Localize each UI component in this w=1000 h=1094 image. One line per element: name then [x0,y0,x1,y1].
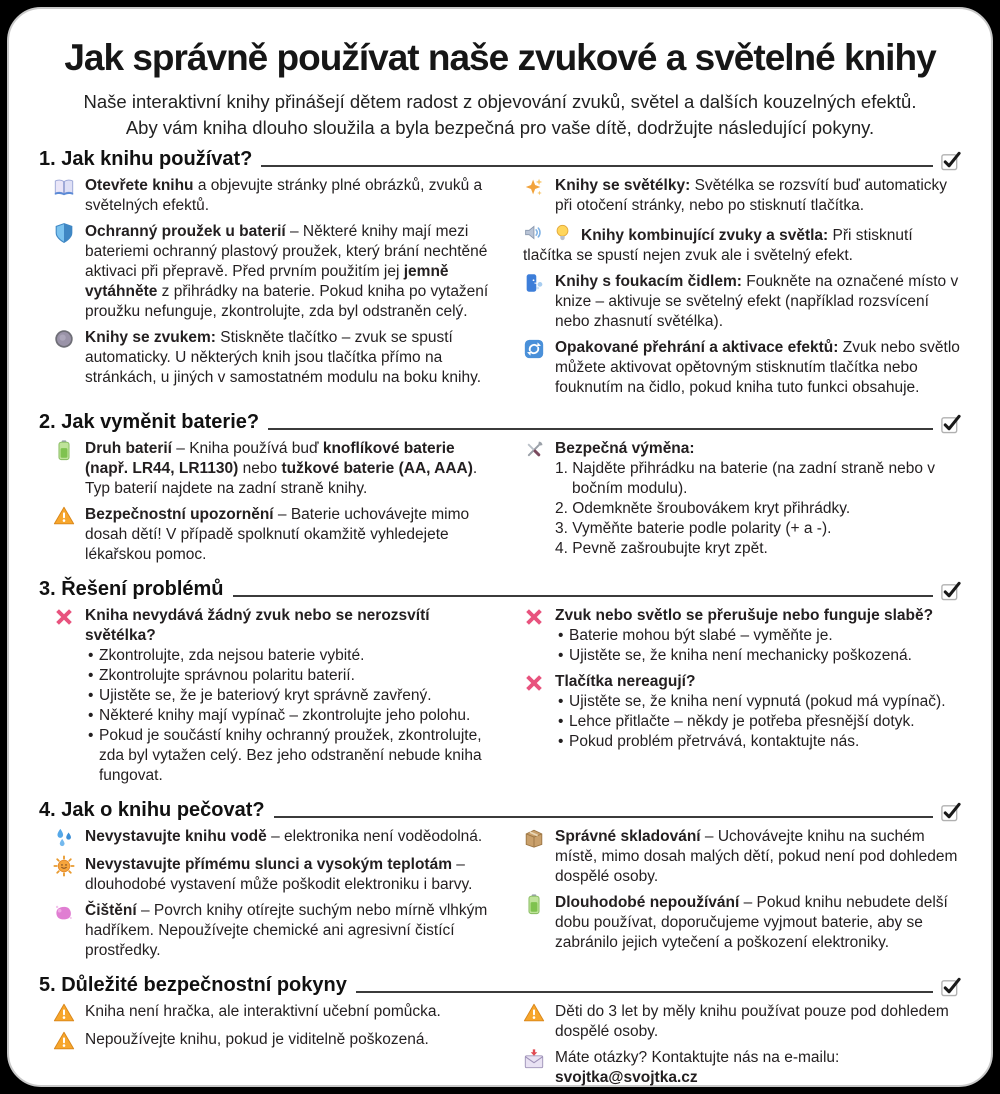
warning-icon [53,505,77,527]
sparkles-icon [523,176,547,198]
item-text [555,672,946,752]
item-text-part: – Kniha používá buď [171,439,323,457]
left-column [39,606,491,792]
numbered-step: 3. Vyměňte baterie podle polarity (+ a -). [555,519,832,537]
cross-icon [523,606,547,628]
list-item [523,1048,961,1088]
list-item [523,338,961,398]
checkbox-check-icon [940,976,961,997]
section-header [39,799,961,822]
repeat-icon [523,338,547,360]
water-drops-icon [53,827,77,849]
numbered-step: 4. Pevně zašroubujte kryt zpět. [555,539,768,557]
item-text [85,827,482,849]
item-text [85,1002,441,1024]
section-columns [39,1002,961,1094]
bullet-item: • Některé knihy mají vypínač – zkontrolujte jeho polohu. [85,706,491,726]
list-item [523,222,961,266]
bulb-icon [552,222,576,244]
box-icon [523,827,547,849]
item-text-part: a objevujte stránky plné obrázků, zvuků a světelných efektů. [85,177,483,215]
item-text-bold: Dlouhodobé nepoužívání [555,893,740,911]
bullet-item: • Lehce přitlačte – někdy je potřeba přesnější dotyk. [555,712,946,732]
item-text-bold: Nevystavujte knihu vodě [85,827,267,845]
item-text [85,505,491,565]
warning-icon [523,1002,547,1024]
section-columns [39,827,961,967]
item-text [85,328,491,388]
item-text-bold: Kniha nevydává žádný zvuk nebo se nerozsvítí světélka? [85,606,430,644]
bullet-item: • Zkontrolujte správnou polaritu baterií. [85,666,491,686]
item-text [555,176,961,216]
item-text-part: – Povrch knihy otírejte suchým nebo mírně vlhkým hadříkem. Nepoužívejte chemické ani agresivní čistící prostředky. [85,901,488,959]
item-text-bold: Knihy se zvukem: [85,328,216,346]
instruction-card [7,7,993,1087]
item-text [85,606,491,786]
item-text [555,1048,961,1088]
section-rule [261,165,933,167]
checkbox-check-icon [940,150,961,171]
item-text [85,901,491,961]
sections-container [39,148,961,1093]
section-rule [356,991,933,993]
sun-icon [53,855,77,877]
warning-icon [53,1002,77,1024]
section-columns [39,606,961,792]
list-item [523,1002,961,1042]
section-header [39,974,961,997]
checkbox-check-icon [940,580,961,601]
blow-sensor-icon [523,272,547,294]
item-text [85,855,491,895]
bullet-item: • Pokud je součástí knihy ochranný proužek, zkontrolujte, zda byl vytažen celý. Bez jeho odstranění nebude kniha fungovat. [85,726,491,786]
list-item [53,901,491,961]
subtitle-line-1: Naše interaktivní knihy přinášejí dětem radost z objevování zvuků, světel a dalších kouzelných efektů. [83,91,917,112]
item-text-bold: Otevřete knihu [85,177,194,195]
right-column [509,827,961,967]
item-text-bold: Zvuk nebo světlo se přerušuje nebo funguje slabě? [555,606,934,624]
right-column [509,439,961,571]
item-text [555,272,961,332]
section-rule [274,816,933,818]
list-item [523,272,961,332]
speaker-icon [523,222,547,244]
item-text-bold: Knihy se světélky: [555,177,691,195]
list-item [53,328,491,388]
list-item [523,606,961,666]
bullet-item: • Baterie mohou být slabé – vyměňte je. [555,626,933,646]
item-text-part: Stiskněte tlačítko – zvuk se spustí automaticky. U některých knih jsou tlačítka přímo na stránkách, u jiných v samostatném modulu na boku knihy. [85,328,482,386]
item-text-part: – dlouhodobé vystavení může poškodit elektroniku i barvy. [85,855,473,893]
section-header [39,578,961,601]
list-item [523,827,961,887]
item-text-part: Světélka se rozsvítí buď automaticky při otočení stránky, nebo po stisknutí tlačítka. [555,177,948,215]
item-text-bold: knoflíkové baterie (např. LR44, LR1130) [85,439,455,477]
bullet-item: • Pokud problém přetrvává, kontaktujte nás. [555,732,946,752]
item-text-bold: Bezpečnostní upozornění [85,505,274,523]
section-columns [39,439,961,571]
item-text-part: Foukněte na označené místo v knize – aktivuje se světelný efekt (například rozsvícení nebo zhasnutí světélka). [555,272,959,330]
item-text [85,176,491,216]
item-text-part: Kniha není hračka, ale interaktivní učební pomůcka. [85,1002,441,1020]
section-title: 2. Jak vyměnit baterie? [39,410,260,433]
bullet-item: • Zkontrolujte, zda nejsou baterie vybité. [85,646,491,666]
section-5 [39,974,961,1094]
list-item [523,176,961,216]
list-item [523,672,961,752]
item-text-bold: jemně vytáhněte [85,262,449,300]
bullet-item: • Ujistěte se, že je bateriový kryt správně zavřený. [85,686,491,706]
list-item [523,439,961,559]
numbered-step: 2. Odemkněte šroubovákem kryt přihrádky. [555,499,851,517]
item-text-bold: Tlačítka nereagují? [555,672,696,690]
battery-icon [53,439,77,461]
left-column [39,827,491,967]
item-text [85,1030,429,1052]
left-column [39,1002,491,1094]
list-item [53,505,491,565]
right-column [509,606,961,792]
cross-icon [53,606,77,628]
list-item [53,439,491,499]
section-2 [39,411,961,571]
item-text [555,338,961,398]
list-item [53,222,491,322]
right-column [509,1002,961,1094]
item-text-part: . Typ baterií najdete na zadní straně knihy. [85,459,478,497]
section-title: 4. Jak o knihu pečovat? [39,798,265,821]
right-column [509,176,961,404]
section-header [39,148,961,171]
sound-button-icon [53,328,77,350]
item-text [85,439,491,499]
item-text-part: nebo [238,459,282,477]
item-text [555,1002,961,1042]
section-header [39,411,961,434]
checkbox-check-icon [940,801,961,822]
item-text-bold: Správné skladování [555,827,701,845]
list-item [523,893,961,953]
item-text-part: Děti do 3 let by měly knihu používat pouze pod dohledem dospělé osoby. [555,1002,949,1040]
left-column [39,439,491,571]
item-text [555,439,961,559]
section-title: 5. Důležité bezpečnostní pokyny [39,973,347,996]
item-text-bold: Čištění [85,901,137,919]
warning-icon [53,1030,77,1052]
section-title: 1. Jak knihu používat? [39,148,253,171]
open-book-icon [53,176,77,198]
section-rule [268,428,933,430]
list-item [53,176,491,216]
item-text-bold: Knihy kombinující zvuky a světla: [581,227,829,244]
list-item [53,855,491,895]
shield-icon [53,222,77,244]
mail-icon [523,1048,547,1070]
item-text-bold: svojtka@svojtka.cz [555,1068,698,1086]
cross-icon [523,672,547,694]
section-1 [39,148,961,404]
section-3 [39,578,961,792]
item-text-part: – Pokud knihu nebudete delší dobu používat, doporučujeme vyjmout baterie, aby se zabránilo jejich vytečení a poškození elektroniky. [555,893,948,951]
tools-icon [523,439,547,461]
section-title: 3. Řešení problémů [39,577,224,600]
section-columns [39,176,961,404]
item-text-part: Nepoužívejte knihu, pokud je viditelně poškozená. [85,1030,429,1048]
left-column [39,176,491,404]
item-text-part: z přihrádky na baterie. Pokud kniha po vytažení proužku nefunguje, zkontrolujte, zda byl odstraněn celý. [85,282,489,320]
item-text-part: – Některé knihy mají mezi bateriemi ochranný plastový proužek, který brání nechtěné aktivaci při přepravě. Před prvním použitím jej [85,223,488,280]
item-text-part: – elektronika není voděodolná. [266,827,483,845]
item-text-bold: Opakované přehrání a aktivace efektů: [555,338,839,356]
item-text-part: Zvuk nebo světlo můžete aktivovat opětovným stisknutím tlačítka nebo fouknutím na čidlo, pokud kniha tuto funkci obsahuje. [555,338,960,396]
numbered-step: 1. Najděte přihrádku na baterie (na zadní straně nebo v bočním modulu). [555,459,935,497]
item-text-part: – Baterie uchovávejte mimo dosah dětí! V případě spolknutí okamžitě vyhledejete lékařskou pomoc. [85,505,470,563]
section-4 [39,799,961,967]
item-text-bold: Ochranný proužek u baterií [85,223,286,240]
item-text [85,222,491,322]
list-item [53,827,491,849]
section-rule [233,595,934,597]
subtitle-line-2: Aby vám kniha dlouho sloužila a byla bezpečná pro vaše dítě, dodržujte následující pokyny. [125,116,875,138]
item-text [523,222,961,266]
item-text [555,606,933,666]
item-text [555,827,961,887]
item-text-part: Máte otázky? Kontaktujte nás na e-mailu: [555,1048,840,1066]
checkbox-check-icon [940,413,961,434]
bullet-item: • Ujistěte se, že kniha není vypnutá (pokud má vypínač). [555,692,946,712]
sponge-icon [53,901,77,923]
item-text-bold: Nevystavujte přímému slunci a vysokým teplotám [85,855,452,873]
item-text-part: Při stisknutí tlačítka se spustí nejen zvuk ale i světelný efekt. [523,227,913,264]
battery-icon [523,893,547,915]
item-text-part: – Uchovávejte knihu na suchém místě, mimo dosah malých dětí, pokud není pod dohledem dospělé osoby. [555,827,958,885]
item-text-bold: Druh baterií [85,439,172,457]
item-text-bold: tužkové baterie (AA, AAA) [281,459,473,477]
list-item [53,606,491,786]
page-subtitle [39,89,961,140]
list-item [53,1002,491,1024]
list-item [53,1030,491,1052]
bullet-item: • Ujistěte se, že kniha není mechanicky poškozená. [555,646,933,666]
page-title: Jak správně používat naše zvukové a světelné knihy [64,37,936,78]
item-text [555,893,961,953]
item-text-bold: Knihy s foukacím čidlem: [555,272,742,290]
item-text-bold: Bezpečná výměna: [555,439,695,457]
